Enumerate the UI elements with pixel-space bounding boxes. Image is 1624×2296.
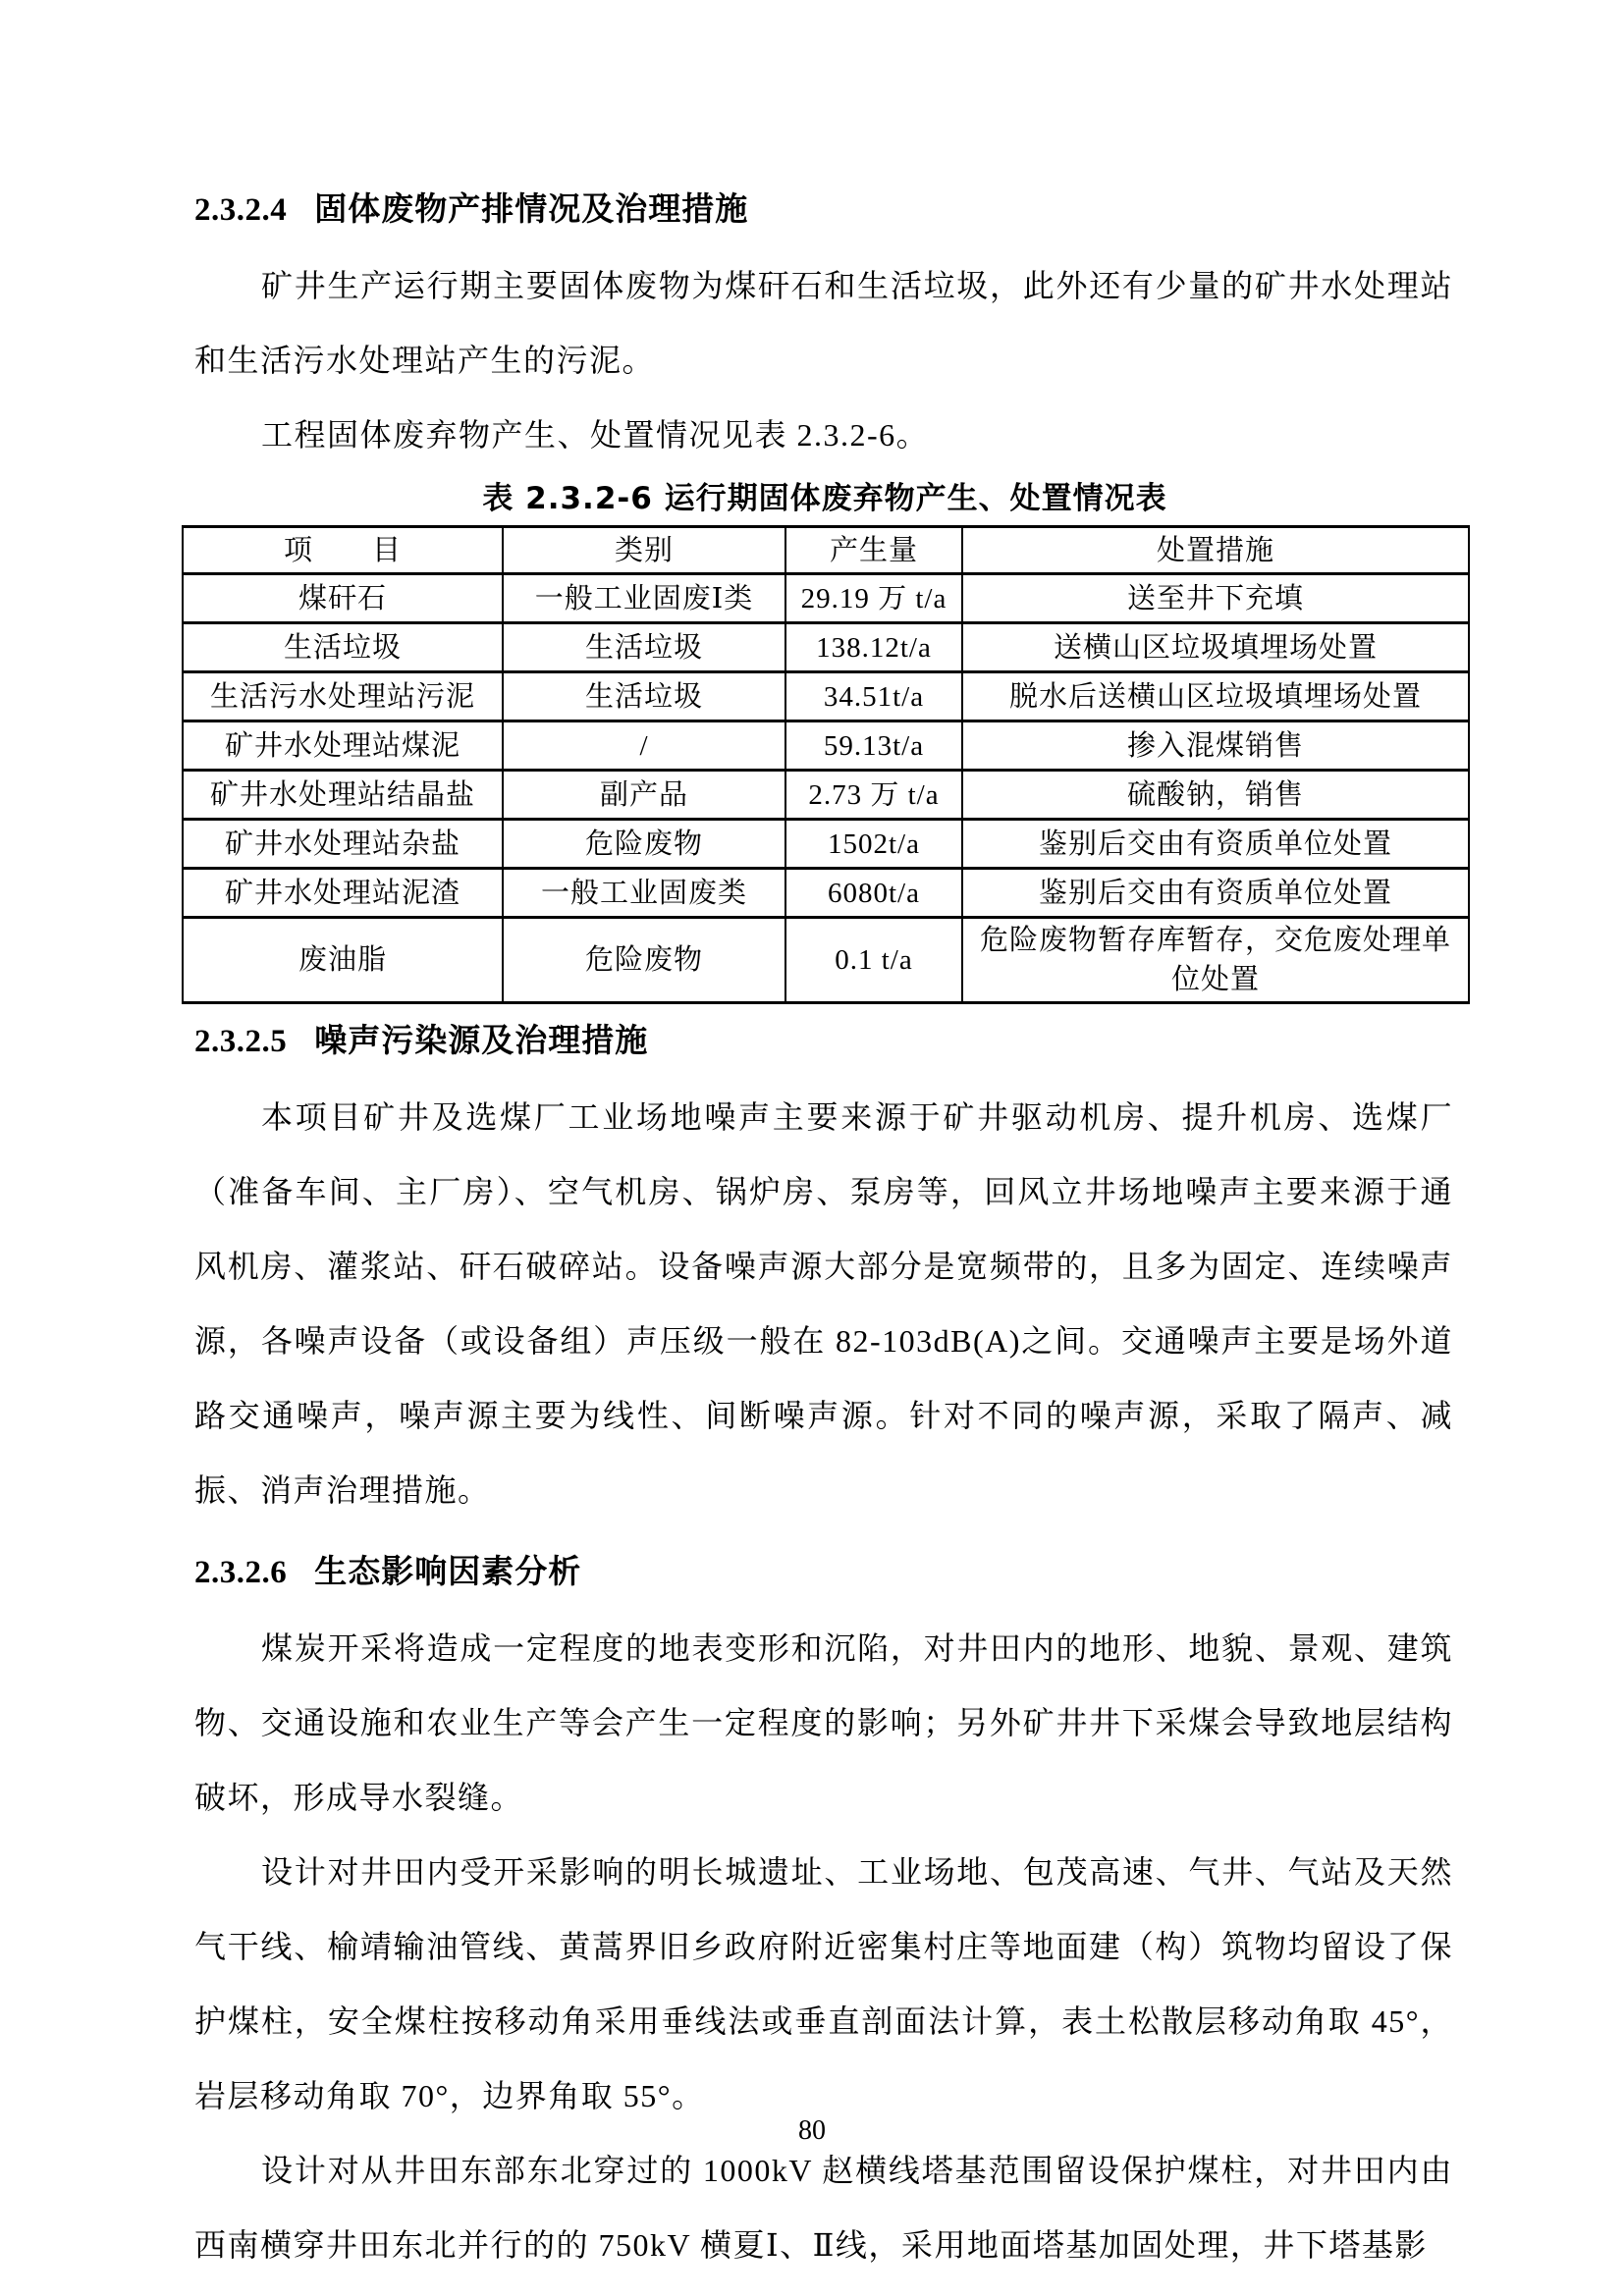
table-cell: 危险废物暂存库暂存，交危废处理单位处置	[962, 918, 1469, 1003]
table-caption: 表 2.3.2-6 运行期固体废弃物产生、处置情况表	[482, 481, 1167, 516]
table-row	[183, 672, 1469, 721]
section-title: 生态影响因素分析	[314, 1552, 582, 1590]
table-cell: 一般工业固废Ⅰ类	[503, 574, 785, 623]
table-cell: 送至井下充填	[962, 574, 1469, 623]
table-cell: 生活污水处理站污泥	[183, 672, 503, 721]
section-number: 2.3.2.6	[194, 1555, 288, 1590]
waste-table	[182, 525, 1470, 1004]
section-title: 固体废物产排情况及治理措施	[314, 189, 749, 228]
ecology-paragraph-3: 设计对从井田东部东北穿过的 1000kV 赵横线塔基范围留设保护煤柱，对井田内由西南横穿井田东北并行的的 750kV 横夏Ⅰ、Ⅱ线，采用地面塔基加固处理，井下塔基影	[194, 2153, 1453, 2263]
table-cell: 矿井水处理站结晶盐	[183, 771, 503, 820]
table-row	[183, 721, 1469, 771]
table-row	[183, 574, 1469, 623]
section-title: 噪声污染源及治理措施	[314, 1021, 649, 1059]
table-cell: 煤矸石	[183, 574, 503, 623]
table-cell: 矿井水处理站泥渣	[183, 869, 503, 918]
section-heading-ecology	[194, 1549, 1453, 1595]
table-cell: 脱水后送横山区垃圾填埋场处置	[962, 672, 1469, 721]
table-cell: 矿井水处理站煤泥	[183, 721, 503, 771]
table-row	[183, 869, 1469, 918]
table-cell: /	[503, 721, 785, 771]
table-row	[183, 623, 1469, 672]
ecology-paragraph-2: 设计对井田内受开采影响的明长城遗址、工业场地、包茂高速、气井、气站及天然气干线、榆靖输油管线、黄蒿界旧乡政府附近密集村庄等地面建（构）筑物均留设了保护煤柱，安全煤柱按移动角采用垂线法或垂直剖面法计算，表土松散层移动角取 45°，岩层移动角取 70°，边界角取 55°。	[194, 1854, 1453, 2113]
table-cell: 0.1 t/a	[785, 918, 962, 1003]
table-cell: 59.13t/a	[785, 721, 962, 771]
column-header-quantity: 产生量	[785, 527, 962, 574]
waste-table-body	[183, 574, 1469, 1003]
table-cell: 矿井水处理站杂盐	[183, 820, 503, 869]
ecology-paragraph-1: 煤炭开采将造成一定程度的地表变形和沉陷，对井田内的地形、地貌、景观、建筑物、交通设施和农业生产等会产生一定程度的影响；另外矿井井下采煤会导致地层结构破坏，形成导水裂缝。	[194, 1630, 1453, 1815]
table-cell: 鉴别后交由有资质单位处置	[962, 820, 1469, 869]
column-header-measure: 处置措施	[962, 527, 1469, 574]
solid-waste-paragraph-2: 工程固体废弃物产生、处置情况见表 2.3.2-6。	[261, 417, 930, 453]
noise-paragraph-1: 本项目矿井及选煤厂工业场地噪声主要来源于矿井驱动机房、提升机房、选煤厂（准备车间、主厂房）、空气机房、锅炉房、泵房等，回风立井场地噪声主要来源于通风机房、灌浆站、矸石破碎站。设备噪声源大部分是宽频带的，且多为固定、连续噪声源，各噪声设备（或设备组）声压级一般在 82-103dB(A)之间。交通噪声主要是场外道路交通噪声，噪声源主要为线性、间断噪声源。针对不同的噪声源，采取了隔声、减振、消声治理措施。	[194, 1099, 1453, 1508]
section-number: 2.3.2.4	[194, 192, 288, 228]
table-cell: 138.12t/a	[785, 623, 962, 672]
table-row	[183, 820, 1469, 869]
solid-waste-paragraph-1: 矿井生产运行期主要固体废物为煤矸石和生活垃圾，此外还有少量的矿井水处理站和生活污水处理站产生的污泥。	[194, 268, 1453, 378]
table-cell: 鉴别后交由有资质单位处置	[962, 869, 1469, 918]
column-header-item: 项 目	[183, 527, 503, 574]
table-cell: 6080t/a	[785, 869, 962, 918]
table-cell: 生活垃圾	[503, 623, 785, 672]
table-cell: 生活垃圾	[503, 672, 785, 721]
table-cell: 副产品	[503, 771, 785, 820]
table-row	[183, 771, 1469, 820]
table-cell: 危险废物	[503, 820, 785, 869]
table-cell: 一般工业固废类	[503, 869, 785, 918]
table-header-row	[183, 527, 1469, 574]
section-number: 2.3.2.5	[194, 1024, 288, 1059]
table-cell: 掺入混煤销售	[962, 721, 1469, 771]
table-row	[183, 918, 1469, 1003]
table-cell: 废油脂	[183, 918, 503, 1003]
table-cell: 34.51t/a	[785, 672, 962, 721]
table-cell: 生活垃圾	[183, 623, 503, 672]
table-cell: 1502t/a	[785, 820, 962, 869]
column-header-category: 类别	[503, 527, 785, 574]
table-cell: 危险废物	[503, 918, 785, 1003]
table-cell: 送横山区垃圾填埋场处置	[962, 623, 1469, 672]
table-cell: 硫酸钠，销售	[962, 771, 1469, 820]
page-number: 80	[798, 2115, 826, 2146]
section-heading-noise	[194, 1018, 1453, 1064]
table-cell: 2.73 万 t/a	[785, 771, 962, 820]
table-cell: 29.19 万 t/a	[785, 574, 962, 623]
section-heading-solid-waste	[194, 187, 1453, 233]
